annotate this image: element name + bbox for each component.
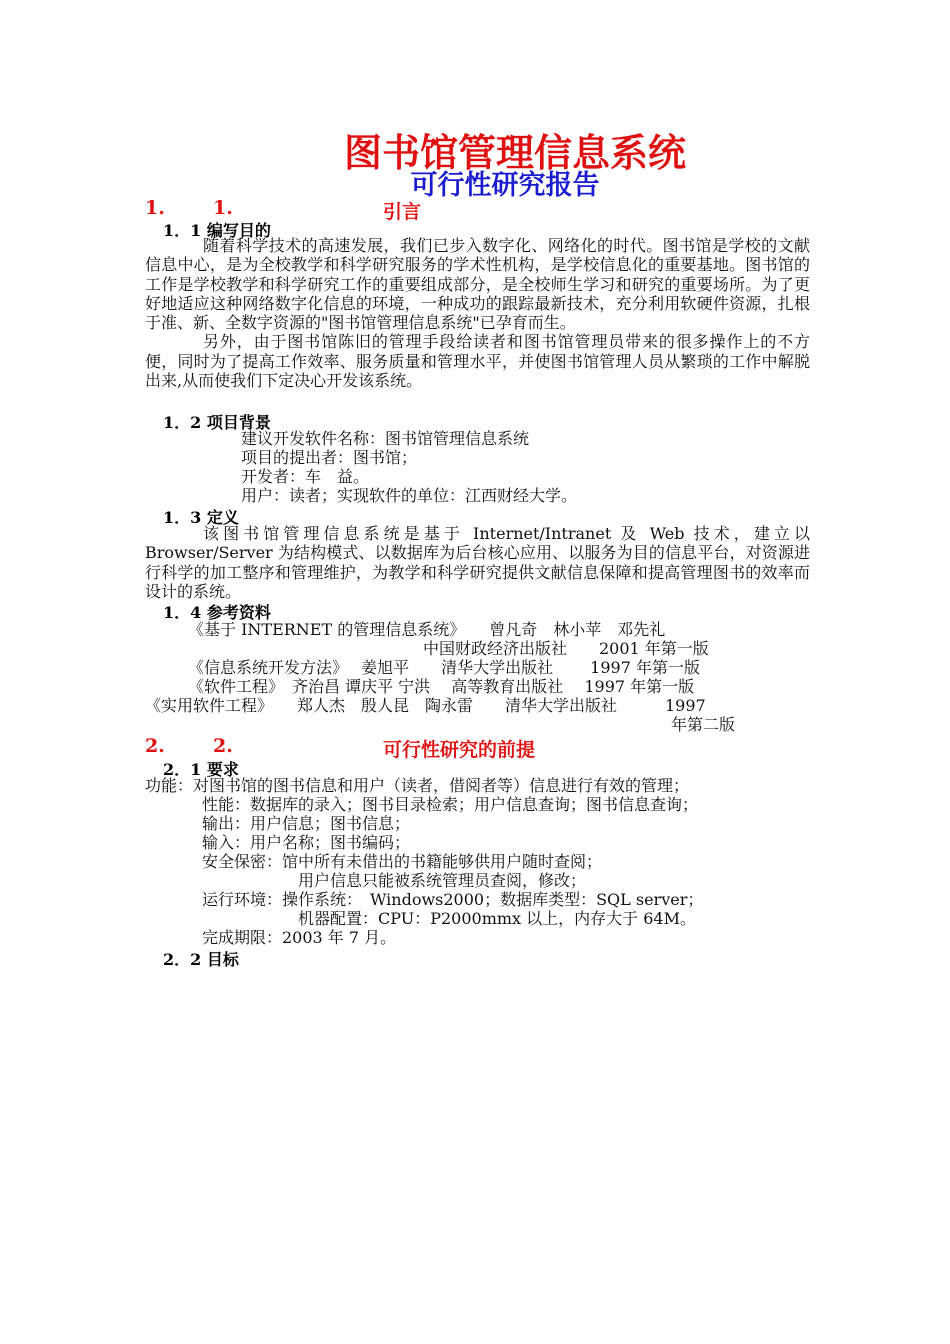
requirement-performance: 性能：数据库的录入；图书目录检索；用户信息查询；图书信息查询； [202, 795, 699, 814]
section-2-title: 可行性研究的前提 [383, 739, 536, 761]
section-2-number-a: 2. [145, 735, 165, 757]
subsection-2-2-heading: 2．2 目标 [163, 950, 239, 969]
reference-1-line-b: 中国财政经济出版社 2001 年第一版 [423, 639, 709, 658]
subsection-1-3-heading: 1．3 定义 [163, 508, 239, 527]
requirement-function: 功能：对图书馆的图书信息和用户（读者，借阅者等）信息进行有效的管理； [145, 776, 690, 795]
reference-4-line-a: 《实用软件工程》 郑人杰 殷人昆 陶永雷 清华大学出版社 1997 [145, 696, 706, 715]
paragraph-purpose: 随着科学技术的高速发展，我们已步入数字化、网络化的时代。图书馆是学校的文献信息中心，是为全校教学和科学研究服务的学术性机构，是学校信息化的重要基地。图书馆的工作是学校教学和科学研究工作的重要组成部分，是全校师生学习和研究的重要场所。为了更好地适应这种网络数字化信息的环境，一种成功的跟踪最新技术，充分利用软硬件资源，扎根于准、新、全数字资源的"图书馆管理信息系统"已孕育而生。 [145, 236, 810, 333]
reference-2: 《信息系统开发方法》 姜旭平 清华大学出版社 1997 年第一版 [188, 658, 700, 677]
paragraph-motivation: 另外，由于图书馆陈旧的管理手段给读者和图书馆管理员带来的很多操作上的不方便，同时为了提高工作效率、服务质量和管理水平，并使图书馆管理人员从繁琐的工作中解脱出来,从而使我们下定决心开发该系统。 [145, 332, 810, 391]
subsection-1-4-heading: 1．4 参考资料 [163, 603, 271, 622]
requirement-output: 输出：用户信息；图书信息； [202, 814, 411, 833]
section-1-number-b: 1. [213, 197, 233, 219]
background-line-software-name: 建议开发软件名称：图书馆管理信息系统 [241, 429, 530, 448]
section-1-number-a: 1. [145, 197, 165, 219]
subsection-1-1-body [145, 236, 810, 390]
reference-1-line-a: 《基于 INTERNET 的管理信息系统》 曾凡奇 林小苹 邓先礼 [188, 620, 666, 639]
subsection-1-1-heading: 1．1 编写目的 [163, 221, 271, 240]
requirement-environment-line-b: 机器配置：CPU：P2000mmx 以上，内存大于 64M。 [298, 909, 696, 928]
subsection-1-2-heading: 1．2 项目背景 [163, 413, 271, 432]
requirement-deadline: 完成期限：2003 年 7 月。 [202, 928, 397, 947]
subsection-2-1-heading: 2．1 要求 [163, 760, 239, 779]
reference-3: 《软件工程》 齐治昌 谭庆平 宁洪 高等教育出版社 1997 年第一版 [188, 677, 695, 696]
paragraph-definition: 该图书馆管理信息系统是基于 Internet/Intranet 及 Web 技术，建立以 Browser/Server 为结构模式、以数据库为后台核心应用、以服务为目的信息平台，对资源进行科学的加工整序和管理维护，为教学和科学研究提供文献信息保障和提高管理图书的效率而设计的系统。 [145, 524, 810, 601]
background-line-user: 用户：读者；实现软件的单位：江西财经大学。 [241, 486, 578, 505]
section-2-number-b: 2. [213, 735, 233, 757]
requirement-environment-line-a: 运行环境：操作系统： Windows2000；数据库类型：SQL server； [202, 890, 704, 909]
document-title: 图书馆管理信息系统 [343, 130, 686, 175]
document-subtitle: 可行性研究报告 [410, 170, 600, 201]
reference-4-line-b: 年第二版 [671, 715, 736, 734]
subsection-1-3-body [145, 524, 810, 601]
requirement-security-line-a: 安全保密：馆中所有未借出的书籍能够供用户随时查阅； [202, 852, 603, 871]
requirement-input: 输入：用户名称；图书编码； [202, 833, 411, 852]
background-line-developer: 开发者：车 益。 [241, 467, 370, 486]
section-1-title: 引言 [383, 201, 422, 223]
requirement-security-line-b: 用户信息只能被系统管理员查阅，修改； [298, 871, 587, 890]
background-line-proposer: 项目的提出者：图书馆； [241, 448, 418, 467]
